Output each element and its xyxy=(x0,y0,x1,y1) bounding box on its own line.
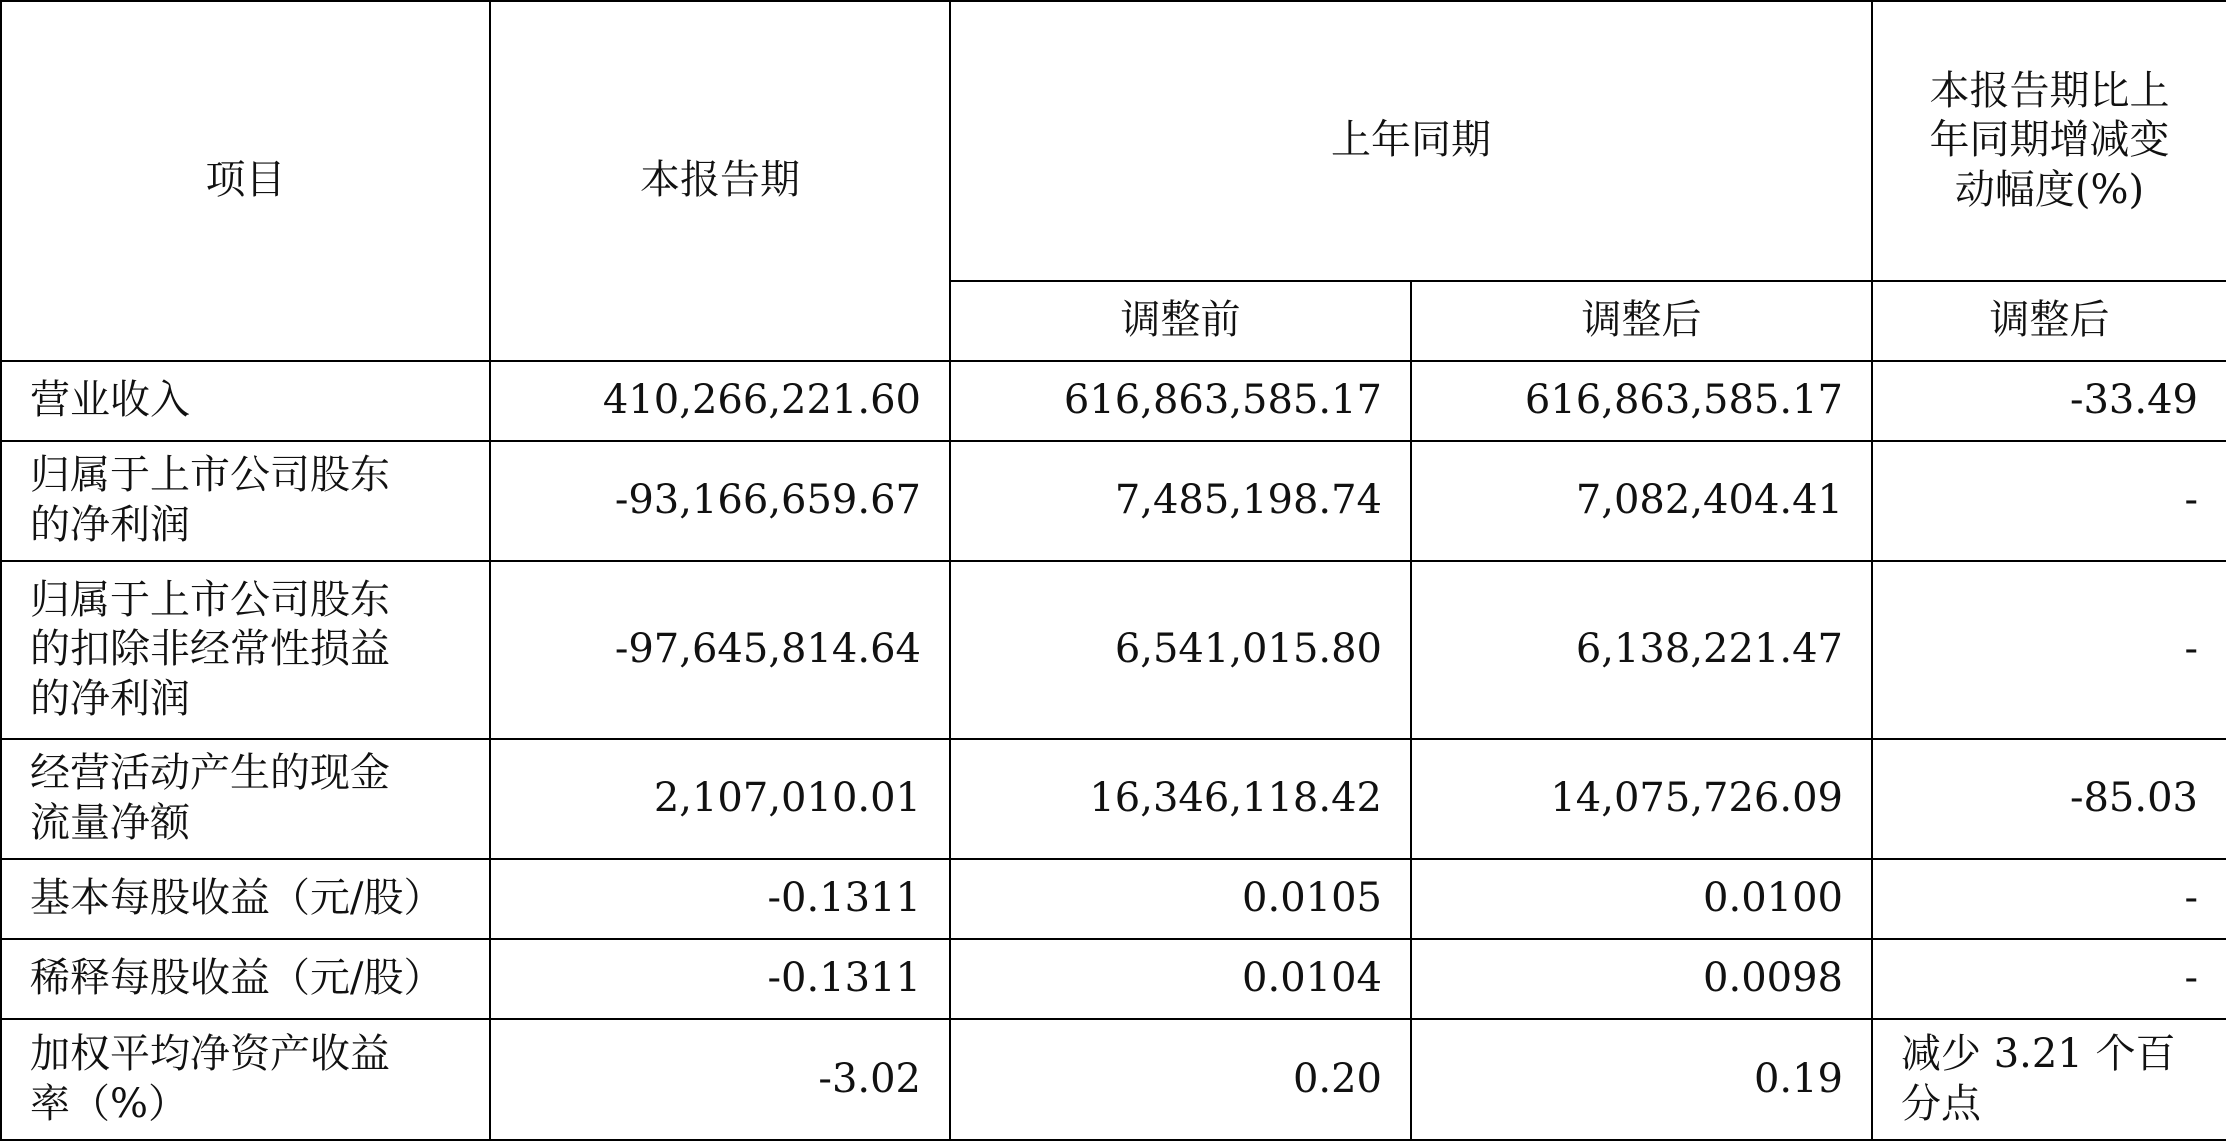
cell-current: -0.1311 xyxy=(490,859,950,939)
table-row xyxy=(1,739,2226,859)
row-label-line: 的扣除非经常性损益 xyxy=(30,626,390,673)
change-note-line: 分点 xyxy=(1901,1080,1981,1127)
cell-prior-before: 16,346,118.42 xyxy=(950,739,1411,859)
cell-prior-after: 6,138,221.47 xyxy=(1411,561,1872,739)
cell-change: - xyxy=(1872,441,2226,561)
cell-prior-before: 6,541,015.80 xyxy=(950,561,1411,739)
cell-change: - xyxy=(1872,939,2226,1019)
cell-current: -97,645,814.64 xyxy=(490,561,950,739)
header-change-line: 动幅度(%) xyxy=(1954,166,2145,213)
header-change-after-adjustment: 调整后 xyxy=(1872,281,2226,361)
cell-prior-after: 0.19 xyxy=(1411,1019,1872,1140)
table-row xyxy=(1,361,2226,441)
header-row-top xyxy=(1,1,2226,281)
cell-prior-before: 616,863,585.17 xyxy=(950,361,1411,441)
header-change-ratio xyxy=(1872,1,2226,281)
row-label xyxy=(1,561,490,739)
cell-change: - xyxy=(1872,859,2226,939)
cell-prior-after: 7,082,404.41 xyxy=(1411,441,1872,561)
cell-change xyxy=(1872,1019,2226,1140)
cell-prior-before: 0.0104 xyxy=(950,939,1411,1019)
table-row xyxy=(1,939,2226,1019)
cell-prior-after: 14,075,726.09 xyxy=(1411,739,1872,859)
row-label xyxy=(1,441,490,561)
header-before-adjustment: 调整前 xyxy=(950,281,1411,361)
row-label-line: 稀释每股收益（元/股） xyxy=(30,955,444,1002)
row-label-line: 的净利润 xyxy=(30,675,190,722)
header-after-adjustment: 调整后 xyxy=(1411,281,1872,361)
row-label-line: 的净利润 xyxy=(30,502,190,548)
cell-prior-after: 0.0098 xyxy=(1411,939,1872,1019)
row-label-line: 归属于上市公司股东 xyxy=(30,576,390,623)
cell-current: -0.1311 xyxy=(490,939,950,1019)
row-label xyxy=(1,859,490,939)
header-item: 项目 xyxy=(1,1,490,361)
row-label xyxy=(1,1019,490,1140)
row-label-line: 归属于上市公司股东 xyxy=(30,452,390,499)
table-row xyxy=(1,561,2226,739)
header-current-period: 本报告期 xyxy=(490,1,950,361)
cell-current: -3.02 xyxy=(490,1019,950,1140)
cell-prior-before: 0.0105 xyxy=(950,859,1411,939)
row-label-line: 率（%） xyxy=(30,1080,189,1127)
cell-change: -33.49 xyxy=(1872,361,2226,441)
cell-current: 2,107,010.01 xyxy=(490,739,950,859)
cell-prior-before: 7,485,198.74 xyxy=(950,441,1411,561)
row-label xyxy=(1,939,490,1019)
cell-current: 410,266,221.60 xyxy=(490,361,950,441)
header-prior-year-period: 上年同期 xyxy=(950,1,1872,281)
row-label xyxy=(1,361,490,441)
row-label-line: 经营活动产生的现金 xyxy=(30,750,390,797)
table-row xyxy=(1,441,2226,561)
row-label xyxy=(1,739,490,859)
cell-current: -93,166,659.67 xyxy=(490,441,950,561)
cell-prior-before: 0.20 xyxy=(950,1019,1411,1140)
table-row xyxy=(1,859,2226,939)
header-change-line: 年同期增减变 xyxy=(1929,117,2170,164)
cell-prior-after: 0.0100 xyxy=(1411,859,1872,939)
row-label-line: 流量净额 xyxy=(30,800,190,846)
header-change-line: 本报告期比上 xyxy=(1929,67,2170,114)
table-row xyxy=(1,1019,2226,1140)
row-label-line: 加权平均净资产收益 xyxy=(30,1030,390,1077)
row-label-line: 营业收入 xyxy=(30,377,190,424)
row-label-line: 基本每股收益（元/股） xyxy=(30,875,444,922)
change-note-line: 减少 3.21 个百 xyxy=(1901,1030,2176,1077)
cell-change: -85.03 xyxy=(1872,739,2226,859)
cell-prior-after: 616,863,585.17 xyxy=(1411,361,1872,441)
cell-change: - xyxy=(1872,561,2226,739)
